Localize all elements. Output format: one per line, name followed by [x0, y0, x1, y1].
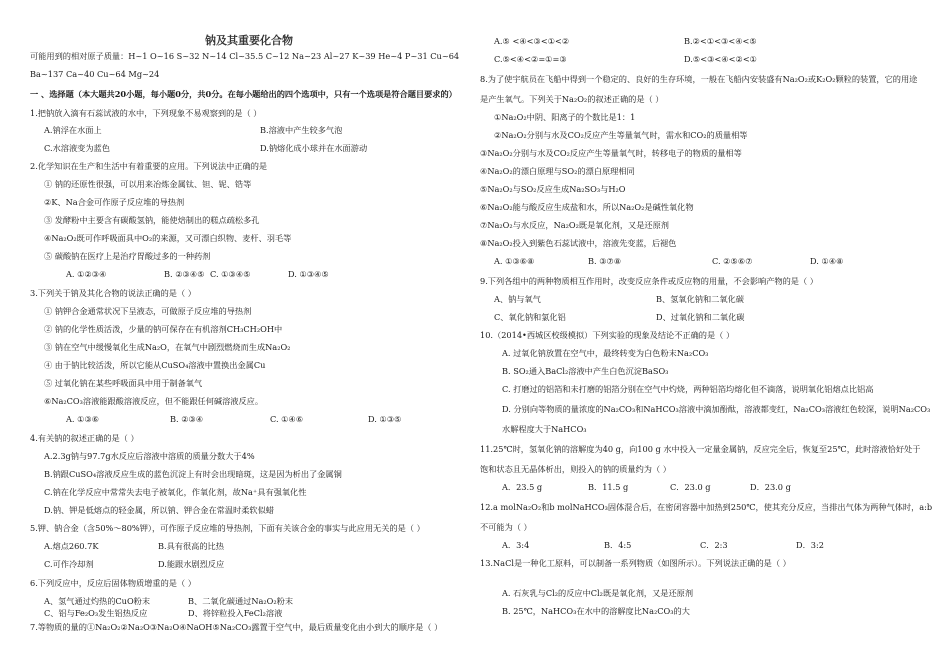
atomic-masses-line2: Ba~137 Ca~40 Cu~64 Mg~24: [30, 69, 160, 79]
q2-option-d: D. ①③④⑤: [288, 269, 329, 279]
q6-option-a: A、氢气通过灼热的CuO粉末: [44, 596, 151, 606]
q2-statement-1: ① 钠的还原性很强，可以用来冶炼金属钛、钽、铌、锆等: [44, 179, 252, 189]
q12-option-b: B．4:5: [604, 540, 632, 550]
q3-statement-4: ④ 由于钠比较活泼，所以它能从CuSO₄溶液中置换出金属Cu: [44, 360, 266, 370]
q6-stem: 6.下列反应中，反应后固体物质增重的是（ ）: [30, 578, 196, 588]
q3-statement-6: ⑥Na₂CO₃溶液能跟酸溶液反应，但不能跟任何碱溶液反应。: [44, 396, 264, 406]
q8-option-a: A. ①③⑥⑧: [494, 256, 535, 266]
q2-statement-5: ⑤ 碳酸钠在医疗上是治疗胃酸过多的一种药剂: [44, 251, 211, 261]
q8-statement-8: ⑧Na₂O₂投入到紫色石蕊试液中，溶液先变蓝，后褪色: [480, 238, 677, 248]
q2-statement-3: ③ 发酵粉中主要含有碳酸氢钠，能使焙制出的糕点疏松多孔: [44, 215, 260, 225]
q11-stem-line1: 11.25℃时，氢氧化钠的溶解度为40 g，向100 g 水中投入一定量金属钠，反应完全后，恢复至25℃，此时溶液恰好处于: [480, 444, 921, 454]
q8-option-c: C. ②⑤⑥⑦: [712, 256, 753, 266]
q12-stem-line1: 12.a molNa₂O₂和b molNaHCO₃固体混合后，在密闭容器中加热到250℃，使其充分反应，当排出气体为两种气体时，a:b: [480, 502, 933, 512]
q8-statement-4: ④Na₂O₂的漂白原理与SO₂的漂白原理相同: [480, 166, 635, 176]
q3-option-c: C. ①④⑥: [270, 414, 304, 424]
q4-stem: 4.有关钠的叙述正确的是（ ）: [30, 433, 139, 443]
q9-option-a: A、钠与氧气: [494, 294, 541, 304]
q5-option-a: A.熔点260.7K: [44, 541, 99, 551]
q10-option-d-line1: D. 分别向等物质的量浓度的Na₂CO₃和NaHCO₃溶液中滴加酚酞，溶液都变红，Na₂CO₃溶液红色较深，说明Na₂CO₃: [502, 404, 931, 414]
q5-option-b: B.具有很高的比热: [158, 541, 224, 551]
q12-stem-line2: 不可能为（ ）: [480, 522, 532, 532]
q3-statement-3: ③ 钠在空气中缓慢氧化生成Na₂O，在氧气中剧烈燃烧而生成Na₂O₂: [44, 342, 291, 352]
q9-stem: 9.下列各组中的两种物质相互作用时，改变反应条件或反应物的用量，不会影响产物的是（ ）: [480, 276, 818, 286]
q10-option-a: A. 过氧化钠放置在空气中，最终转变为白色粉末Na₂CO₃: [502, 348, 709, 358]
q5-stem: 5.钾、钠合金（含50%～80%钾），可作原子反应堆的导热剂，下面有关该合金的事实与此应用无关的是（ ）: [30, 523, 425, 533]
q8-stem-line2: 是产生氧气。下列关于Na₂O₂的叙述正确的是（ ）: [480, 94, 664, 104]
q12-option-a: A．3:4: [502, 540, 530, 550]
q9-option-b: B、氢氧化钠和二氧化碳: [656, 294, 744, 304]
q11-option-d: D．23.0 g: [750, 482, 791, 492]
q10-option-b: B. SO₂通入BaCl₂溶液中产生白色沉淀BaSO₃: [502, 366, 669, 376]
q3-option-a: A. ①③⑥: [66, 414, 100, 424]
q1-stem: 1.把钠放入滴有石蕊试液的水中，下列现象不易观察到的是（ ）: [30, 108, 262, 118]
q3-option-b: B. ②③④: [170, 414, 204, 424]
atomic-masses-line1: 可能用到的相对原子质量：H~1 O~16 S~32 N~14 Cl~35.5 C~12 Na~23 Al~27 K~39 He~4 P~31 Cu~64: [30, 51, 460, 61]
q8-option-b: B. ③⑦⑧: [588, 256, 622, 266]
q8-option-d: D. ①④⑧: [810, 256, 844, 266]
q10-option-c: C. 打磨过的铝箔和未打磨的铝箔分别在空气中灼烧，两种铝箔均熔化但不滴落，说明氧化铝熔点比铝高: [502, 384, 874, 394]
q12-option-d: D．3:2: [796, 540, 824, 550]
q5-option-d: D.能跟水剧烈反应: [158, 559, 225, 569]
q2-option-c: C. ①③④⑤: [210, 269, 251, 279]
q13-option-b: B. 25℃，NaHCO₃在水中的溶解度比Na₂CO₃的大: [502, 606, 690, 616]
q4-option-d: D.钠、钾是低熔点的轻金属，所以钠、钾合金在常温时柔软似蜡: [44, 505, 274, 515]
q10-option-d-line2: 水解程度大于NaHCO₃: [502, 424, 587, 434]
q3-statement-1: ① 钠钾合金通常状况下呈液态，可做原子反应堆的导热剂: [44, 306, 252, 316]
q2-stem: 2.化学知识在生产和生活中有着重要的应用。下列说法中正确的是: [30, 161, 268, 171]
q8-statement-5: ⑤Na₂O₂与SO₂反应生成Na₂SO₃与H₂O: [480, 184, 626, 194]
q3-statement-5: ⑤ 过氧化钠在某些呼吸面具中用于制备氧气: [44, 378, 203, 388]
q3-stem: 3.下列关于钠及其化合物的说法正确的是（ ）: [30, 288, 196, 298]
q7-option-c: C.⑤<④<②=①=③: [494, 54, 567, 64]
q11-option-a: A．23.5 g: [502, 482, 543, 492]
q7-option-d: D.⑤<③<④<②<①: [684, 54, 758, 64]
q6-option-b: B、二氧化碳通过Na₂O₂粉末: [188, 596, 294, 606]
q6-option-d: D、将锌粒投入FeCl₂溶液: [188, 608, 283, 618]
q8-statement-3: ③Na₂O₂分别与水及CO₂反应产生等量氧气时，转移电子的物质的量相等: [480, 148, 742, 158]
q6-option-c: C、铝与Fe₂O₃发生铝热反应: [44, 608, 148, 618]
q5-option-c: C.可作冷却剂: [44, 559, 94, 569]
q8-statement-6: ⑥Na₂O₂能与酸反应生成盐和水，所以Na₂O₂是碱性氧化物: [480, 202, 694, 212]
q11-stem-line2: 饱和状态且无晶体析出，则投入的钠的质量约为（ ）: [480, 464, 671, 474]
q9-option-c: C、氧化钠和氯化铝: [494, 312, 566, 322]
q8-stem-line1: 8.为了使宇航员在飞船中得到一个稳定的、良好的生存环境，一般在飞船内安装盛有Na₂O₂或K₂O₂颗粒的装置，它的用途: [480, 74, 918, 84]
q8-statement-7: ⑦Na₂O₂与水反应，Na₂O₂既是氧化剂，又是还原剂: [480, 220, 669, 230]
q1-option-b: B.溶液中产生较多气泡: [260, 125, 343, 135]
q8-statement-2: ②Na₂O₂分别与水及CO₂反应产生等量氧气时，需水和CO₂的质量相等: [494, 130, 748, 140]
q9-option-d: D、过氧化钠和二氧化碳: [656, 312, 745, 322]
q1-option-d: D.钠熔化成小球并在水面游动: [260, 143, 368, 153]
q2-option-b: B. ②③④⑤: [164, 269, 205, 279]
q4-option-b: B.钠跟CuSO₄溶液反应生成的蓝色沉淀上有时会出现暗斑，这是因为析出了金属铜: [44, 469, 342, 479]
q3-statement-2: ② 钠的化学性质活泼，少量的钠可保存在有机溶剂CH₃CH₂OH中: [44, 324, 283, 334]
q3-option-d: D. ①③⑤: [368, 414, 402, 424]
q1-option-c: C.水溶液变为蓝色: [44, 143, 110, 153]
q8-statement-1: ①Na₂O₂中阴、阳离子的个数比是1：1: [494, 112, 636, 122]
q7-option-a: A.⑤ <④<③<①<②: [494, 36, 570, 46]
q7-option-b: B.②<①<③<④<⑤: [684, 36, 757, 46]
q7-stem: 7.等物质的量的①Na₂O₂②Na₂O③Na₂O④NaOH⑤Na₂CO₃露置于空气中，最后质量变化由小到大的顺序是（ ）: [30, 622, 443, 632]
q2-statement-4: ④Na₂O₂既可作呼吸面具中O₂的来源，又可漂白织物、麦杆、羽毛等: [44, 233, 292, 243]
q4-option-c: C.钠在化学反应中常常失去电子被氧化，作氧化剂，故Na⁺具有强氧化性: [44, 487, 307, 497]
q11-option-b: B．11.5 g: [588, 482, 629, 492]
section-header: 一 、选择题（本大题共20小题，每小题0分，共0分。在每小题给出的四个选项中，只有一个选项是符合题目要求的）: [30, 89, 457, 99]
q13-option-a: A. 石灰乳与Cl₂的反应中Cl₂既是氧化剂，又是还原剂: [502, 588, 694, 598]
q1-option-a: A.钠浮在水面上: [44, 125, 102, 135]
page-title: 钠及其重要化合物: [205, 34, 293, 47]
q13-stem: 13.NaCl是一种化工原料，可以制备一系列物质（如图所示）。下列说法正确的是（ ）: [480, 558, 791, 568]
q2-statement-2: ②K、Na合金可作原子反应堆的导热剂: [44, 197, 185, 207]
q11-option-c: C．23.0 g: [670, 482, 711, 492]
q2-option-a: A. ①②③④: [66, 269, 107, 279]
q4-option-a: A.2.3g钠与97.7g水反应后溶液中溶质的质量分数大于4%: [44, 451, 255, 461]
q12-option-c: C．2:3: [700, 540, 728, 550]
q10-stem: 10.（2014•西城区校级模拟）下列实验的现象及结论不正确的是（ ）: [480, 330, 735, 340]
